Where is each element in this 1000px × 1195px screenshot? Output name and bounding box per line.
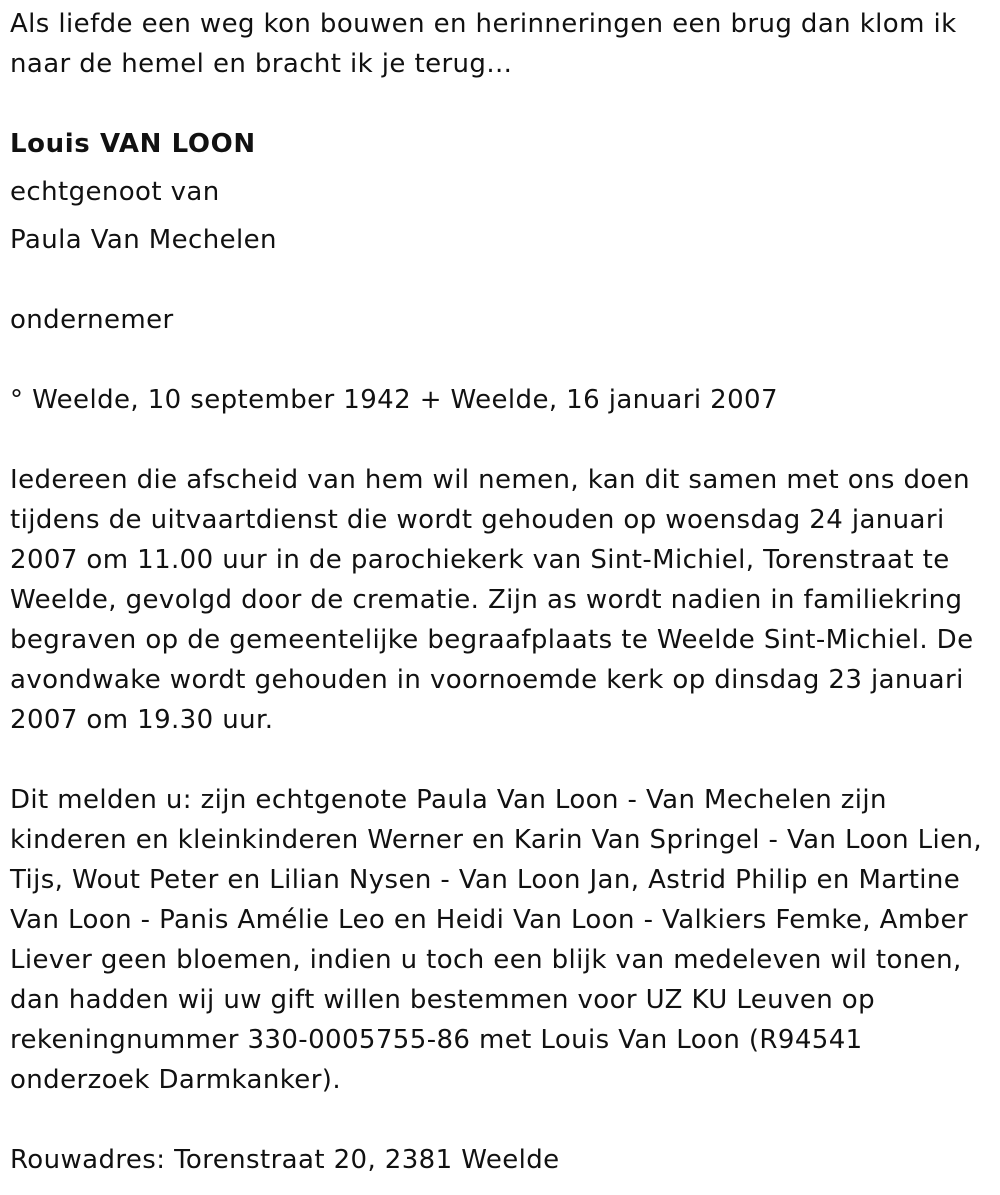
spacer [10,1100,985,1140]
announcement-text: Dit melden u: zijn echtgenote Paula Van Loon - Van Mechelen zijn kinderen en kleinkinderen Werner en Karin Van Springel - Van Loon Lien, Tijs, Wout Peter en Lilian Nysen - Van Loon Jan, Astrid Philip en Martine Van Loon - Panis Amélie Leo en Heidi Van Loon - Valkiers Femke, Amber Liever geen bloemen, indien u toch een blijk van medeleven wil tonen, dan hadden wij uw gift willen bestemmen voor UZ KU Leuven op rekeningnummer 330-0005755-86 met Louis Van Loon (R94541 onderzoek Darmkanker). [10,785,983,1095]
mourning-address: Rouwadres: Torenstraat 20, 2381 Weelde [10,1145,560,1175]
obituary-document [10,4,985,1180]
spouse-name: Paula Van Mechelen [10,225,277,255]
spacer [10,260,985,300]
deceased-name: Louis VAN LOON [10,129,256,159]
occupation-text: ondernemer [10,305,174,335]
spacer [10,84,985,124]
poem-text: Als liefde een weg kon bouwen en herinneringen een brug dan klom ik naar de hemel en bracht ik je terug... [10,9,957,79]
relation-text: echtgenoot van [10,177,220,207]
spacer [10,420,985,460]
spacer [10,340,985,380]
birth-death-dates: ° Weelde, 10 september 1942 + Weelde, 16 januari 2007 [10,385,778,415]
spacer [10,740,985,780]
service-details: Iedereen die afscheid van hem wil nemen, kan dit samen met ons doen tijdens de uitvaartdienst die wordt gehouden op woensdag 24 januari 2007 om 11.00 uur in de parochiekerk van Sint-Michiel, Torenstraat te Weelde, gevolgd door de crematie. Zijn as wordt nadien in familiekring begraven op de gemeentelijke begraafplaats te Weelde Sint-Michiel. De avondwake wordt gehouden in voornoemde kerk op dinsdag 23 januari 2007 om 19.30 uur. [10,465,974,735]
